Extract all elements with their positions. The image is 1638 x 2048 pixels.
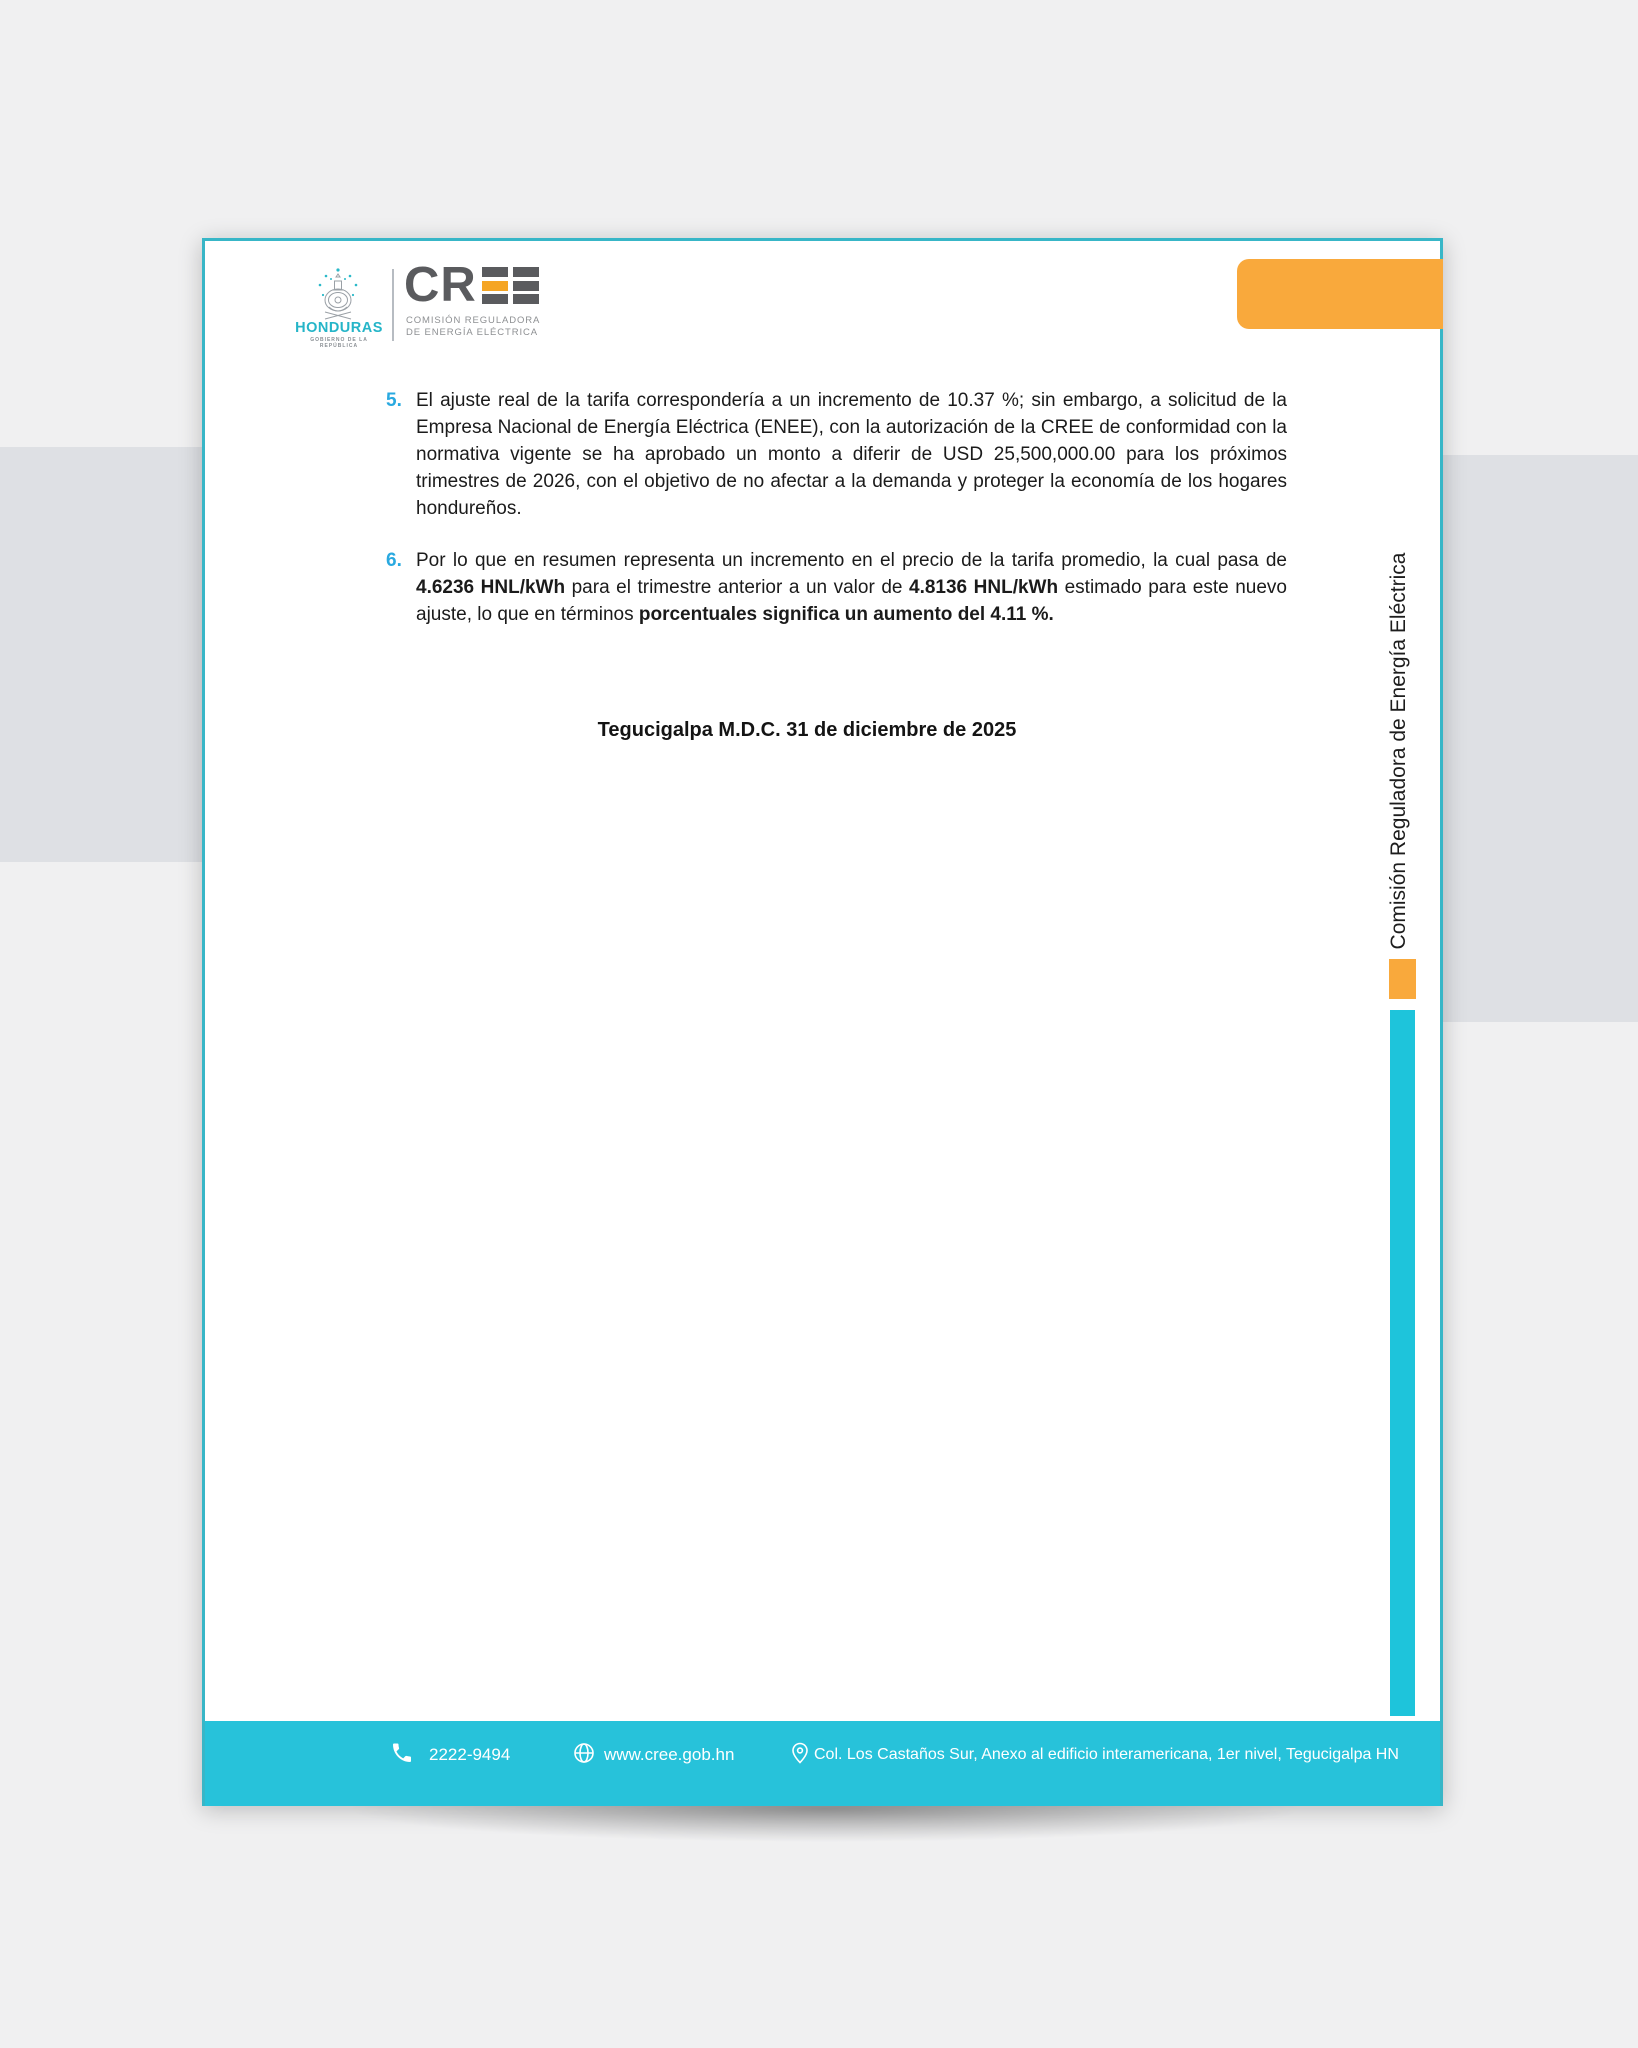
background-band-left	[0, 447, 203, 862]
header-orange-tab	[1237, 259, 1443, 329]
text-segment-bold: porcentuales significa un aumento del 4.11 %.	[638, 604, 1054, 625]
cree-logo-cr-letters: CR	[404, 258, 477, 312]
document-page	[202, 238, 1443, 1806]
phone-icon	[390, 1741, 414, 1765]
cree-logo-subtitle	[406, 315, 540, 339]
text-segment-bold: 4.6236 HNL/kWh	[416, 577, 566, 598]
list-item-text	[416, 547, 1287, 628]
text-segment: estimado para este nuevo ajuste, lo que en términos	[416, 577, 1287, 625]
right-rail-cyan-strip	[1390, 1010, 1415, 1716]
list-number: 5.	[386, 390, 402, 411]
text-segment: Por lo que en resumen representa un incremento en el precio de la tarifa promedio, la cual pasa de	[416, 550, 1287, 571]
footer-website: www.cree.gob.hn	[604, 1745, 735, 1764]
text-segment: para el trimestre anterior a un valor de	[565, 577, 909, 598]
globe-icon	[572, 1741, 596, 1765]
cree-subtitle-line2: DE ENERGÍA ELÉCTRICA	[406, 327, 539, 338]
list-item-6	[386, 547, 1287, 628]
footer-address: Col. Los Castaños Sur, Anexo al edificio interamericana, 1er nivel, Tegucigalpa HN	[814, 1746, 1399, 1763]
cree-e-bars-gray-icon	[513, 267, 539, 304]
background-band-right	[1441, 455, 1638, 1022]
list-item-text: El ajuste real de la tarifa correspondería a un incremento de 10.37 %; sin embargo, a solicitud de la Empresa Nacional de Energía Eléctrica (ENEE), con la autorización de la CREE de conformidad con la normativa vigente se ha aprobado un monto a diferir de USD 25,500,000.00 para los próximos trimestres de 2026, con el objetivo de no afectar a la demanda y proteger la economía de los hogares hondureños.	[416, 390, 1287, 519]
logo-divider	[392, 269, 394, 341]
cree-logo	[404, 258, 539, 312]
text-segment-bold: 4.8136 HNL/kWh	[909, 577, 1059, 598]
location-pin-icon	[788, 1741, 812, 1765]
honduras-logo-subtitle: GOBIERNO DE LA REPÚBLICA	[310, 337, 368, 349]
honduras-crest-icon	[308, 267, 368, 323]
footer-phone: 2222-9494	[429, 1745, 511, 1764]
list-item-5	[386, 387, 1287, 522]
honduras-logo-name: HONDURAS	[295, 320, 383, 336]
cree-subtitle-line1: COMISIÓN REGULADORA	[406, 315, 541, 326]
footer-bar	[205, 1721, 1440, 1806]
right-rail-orange-square	[1389, 959, 1416, 999]
dateline: Tegucigalpa M.D.C. 31 de diciembre de 2025	[597, 719, 1017, 741]
vertical-institution-name: Comisión Reguladora de Energía Eléctrica	[1387, 552, 1410, 950]
list-number: 6.	[386, 550, 402, 571]
cree-e-bars-orange-icon	[482, 267, 508, 304]
